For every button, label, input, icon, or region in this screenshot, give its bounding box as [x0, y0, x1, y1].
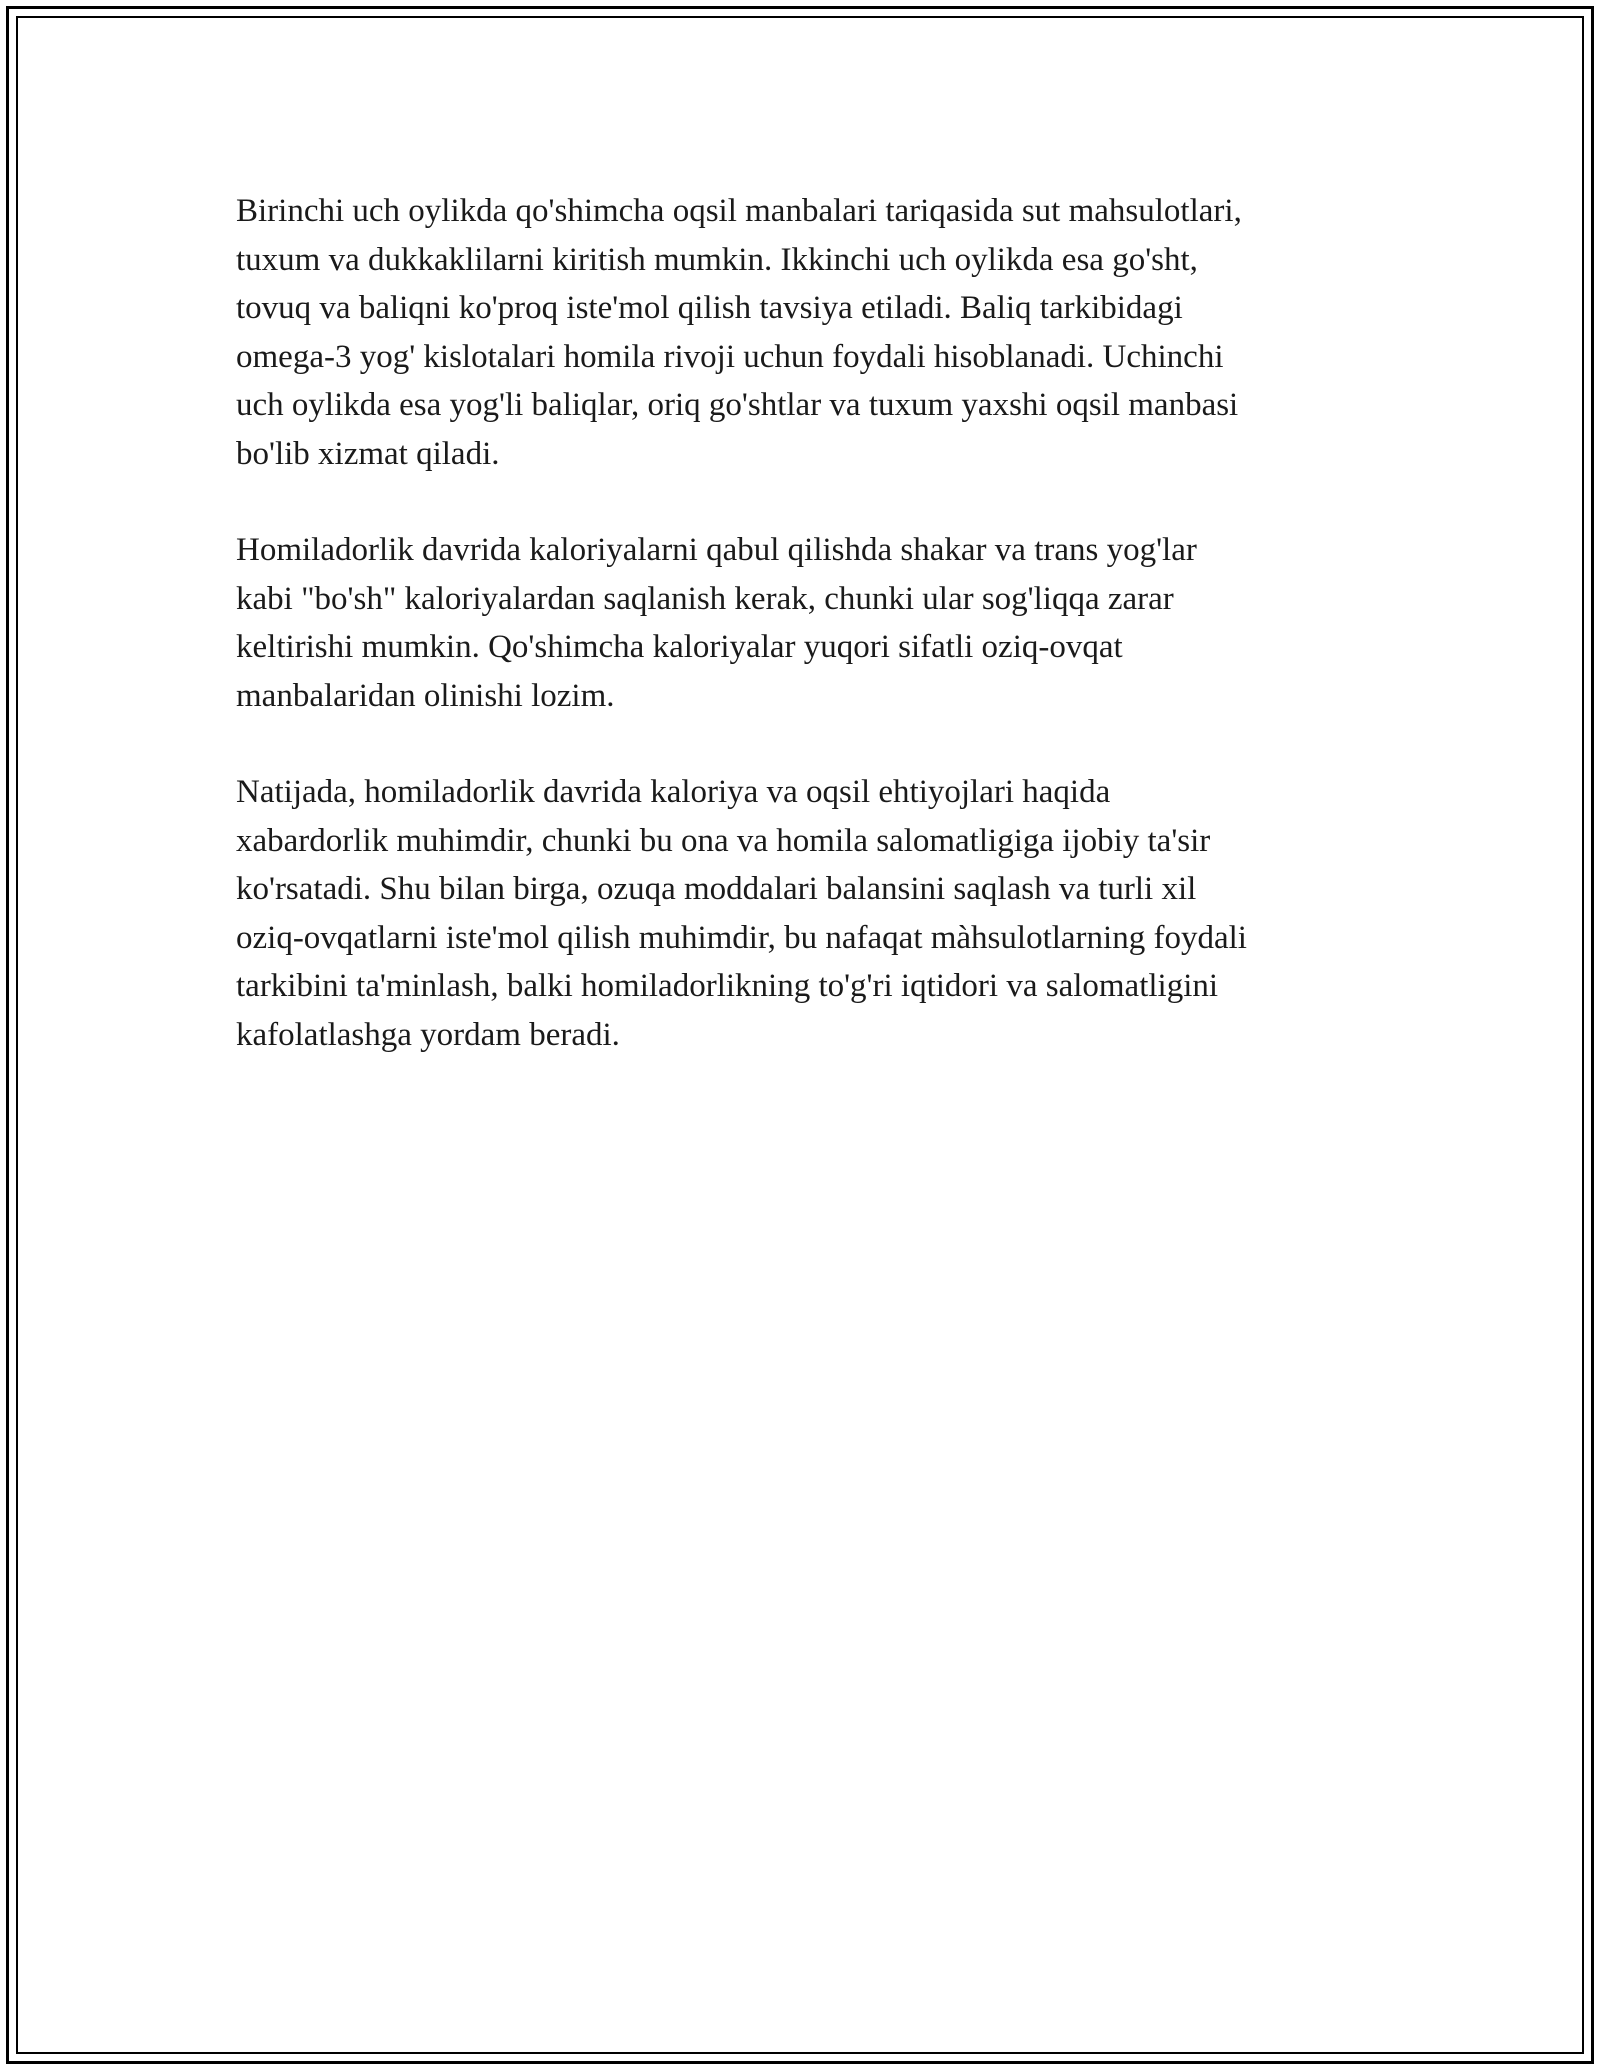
paragraph-protein-sources: Birinchi uch oylikda qo'shimcha oqsil manbalari tariqasida sut mahsulotlari, tuxum va dukkaklilarni kiritish mumkin. Ikkinchi uch oylikda esa go'sht, tovuq va baliqni ko'proq iste'mol qilish tavsiya etiladi. Baliq tarkibidagi omega-3 yog' kislotalari homila rivoji uchun foydali hisoblanadi. Uchinchi uch oylikda esa yog'li baliqlar, oriq go'shtlar va tuxum yaxshi oqsil manbasi bo'lib xizmat qiladi. [236, 193, 1242, 472]
paragraph-conclusion: Natijada, homiladorlik davrida kaloriya va oqsil ehtiyojlari haqida xabardorlik muhimdir, chunki bu ona va homila salomatligiga ijobiy ta'sir ko'rsatadi. Shu bilan birga, ozuqa moddalari balansini saqlash va turli xil oziq-ovqatlarni iste'mol qilish muhimdir, bu nafaqat màhsulotlarning foydali tarkibini ta'minlash, balki homiladorlikning to'g'ri iqtidori va salomatligini kafolatlashga yordam beradi. [236, 774, 1247, 1053]
document-body [236, 187, 1386, 1107]
paragraph-empty-calories: Homiladorlik davrida kaloriyalarni qabul qilishda shakar va trans yog'lar kabi "bo'sh" kaloriyalardan saqlanish kerak, chunki ular sog'liqqa zarar keltirishi mumkin. Qo'shimcha kaloriyalar yuqori sifatli oziq-ovqat manbalaridan olinishi lozim. [236, 532, 1197, 714]
